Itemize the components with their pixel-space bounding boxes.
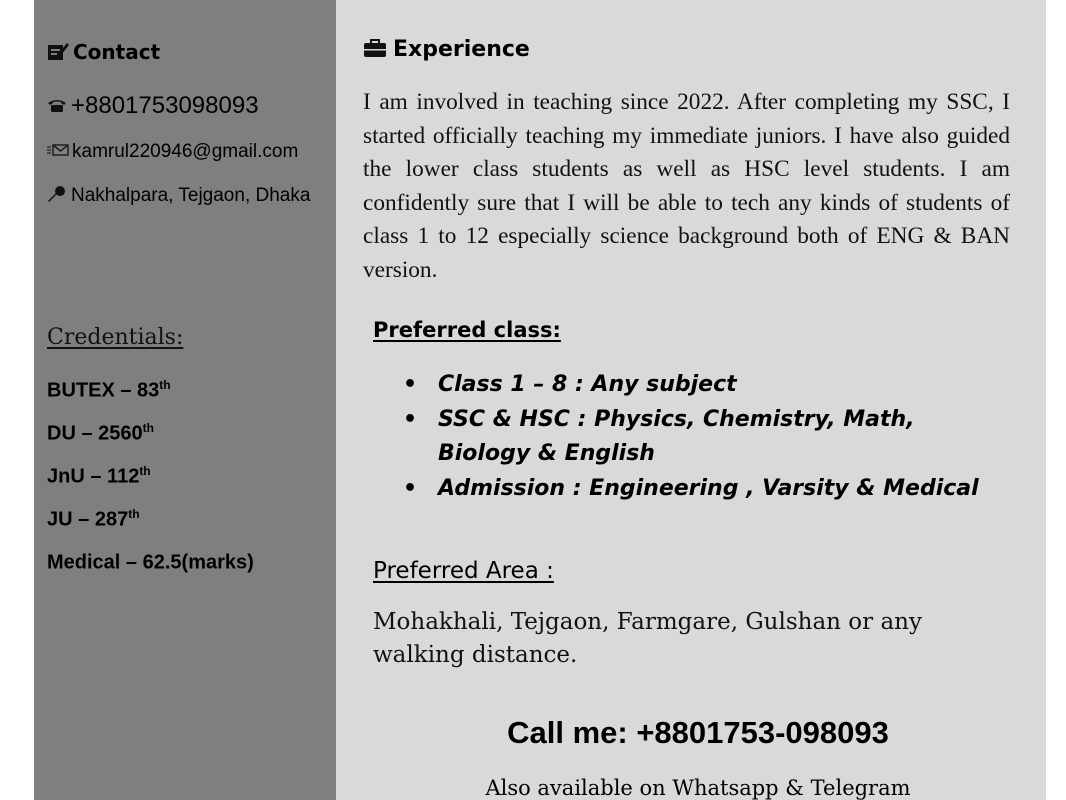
call-me-phone[interactable]: Call me: +8801753-098093: [507, 715, 889, 750]
bullet-icon: •: [403, 476, 418, 501]
list-item: • Class 1 – 8 : Any subject: [373, 368, 1013, 402]
phone-number[interactable]: [47, 92, 259, 120]
experience-heading: [363, 37, 530, 62]
experience-heading-label: Experience: [393, 37, 530, 62]
main-content: [336, 0, 1046, 800]
list-item: • Admission : Engineering , Varsity & Medical: [373, 472, 1013, 506]
email-address[interactable]: [47, 141, 298, 163]
preferred-class-list: [373, 368, 1013, 507]
preferred-class-heading: Preferred class:: [373, 318, 561, 342]
credentials-list: [47, 372, 254, 587]
briefcase-icon: [363, 38, 387, 58]
location-pin-icon: [47, 185, 67, 203]
contact-sidebar: [34, 0, 336, 800]
envelope-icon: [47, 144, 69, 156]
credential-item: JU – 287th: [47, 507, 140, 531]
email-text: kamrul220946@gmail.com: [72, 141, 299, 162]
contact-heading-label: Contact: [73, 40, 161, 64]
messaging-availability: Also available on Whatsapp & Telegram: [485, 776, 911, 800]
contact-heading: [47, 40, 160, 64]
bullet-icon: •: [403, 372, 418, 397]
phone-number-text: +8801753098093: [71, 92, 259, 119]
contact-card-icon: [47, 41, 69, 61]
credential-item: JnU – 112th: [47, 464, 151, 488]
address: [47, 185, 310, 207]
experience-paragraph: I am involved in teaching since 2022. After completing my SSC, I started officially teaching my immediate juniors. I have also guided the lower class students as well as HSC level students. I am confidently sure that I will be able to tech any kinds of students of class 1 to 12 especially science background both of ENG & BAN version.: [363, 89, 1010, 283]
credentials-heading: Credentials:: [47, 325, 184, 350]
address-text: Nakhalpara, Tejgaon, Dhaka: [71, 185, 311, 206]
list-item: • SSC & HSC : Physics, Chemistry, Math, Biology & English: [373, 403, 1013, 471]
phone-icon: [47, 98, 67, 112]
credential-item: BUTEX – 83th: [47, 378, 171, 402]
credential-item: DU – 2560th: [47, 421, 154, 445]
preferred-area-text: Mohakhali, Tejgaon, Farmgare, Gulshan or any walking distance.: [373, 609, 922, 668]
preferred-area-heading: Preferred Area :: [373, 558, 554, 584]
bullet-icon: •: [403, 407, 418, 432]
credential-item: Medical – 62.5(marks): [47, 551, 254, 574]
